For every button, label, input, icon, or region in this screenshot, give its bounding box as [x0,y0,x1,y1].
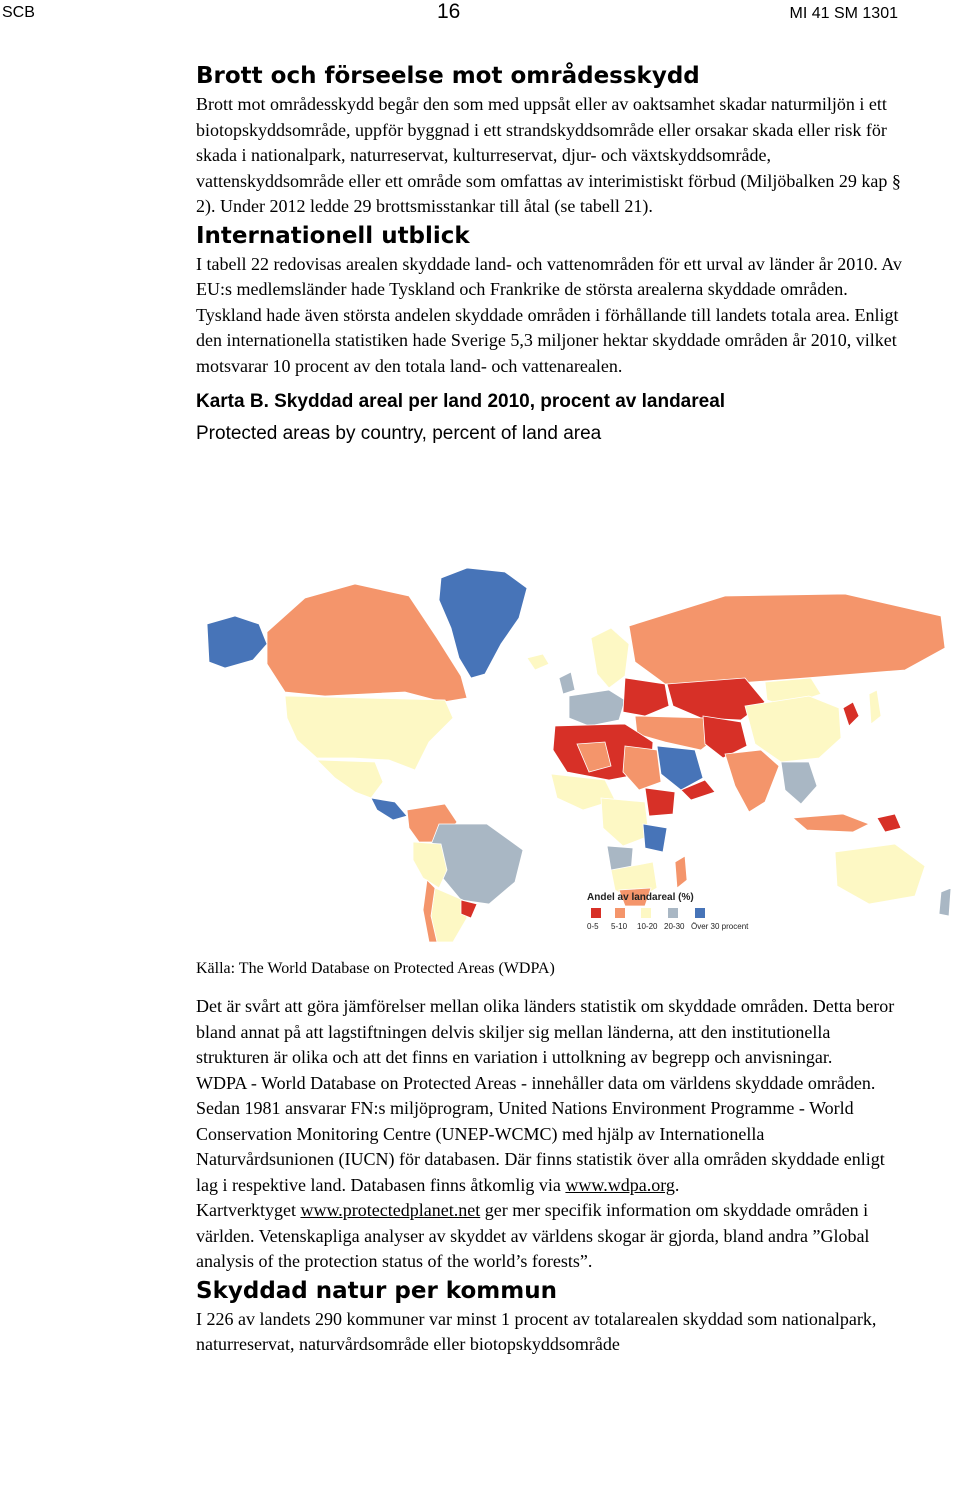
legend-label: 20-30 [664,922,685,931]
map-region-iceland [527,654,549,670]
protectedplanet-link[interactable]: www.protectedplanet.net [300,1200,481,1220]
legend-label: 0-5 [587,922,599,931]
legend-swatch [641,908,651,918]
legend-label: 10-20 [637,922,658,931]
map-region-ethiopia [645,788,675,816]
header-org: SCB [2,4,35,21]
paragraph-protectedplanet [196,1198,902,1275]
paragraph-protectedplanet-text: ger mer specifik information om skyddade områden i världen. Vetenskapliga analyser av skyddet av världens skogar är gjorda, bland andra ”Global analysis of the protection status of the world’s forests”. [196,1200,870,1271]
figure-subtitle: Protected areas by country, percent of land area [196,423,602,444]
legend-swatch [591,908,601,918]
paragraph-protectedplanet-start: Kartverktyget [196,1200,301,1220]
legend-swatch [695,908,705,918]
map-region-uk [559,672,575,694]
map-region-india [725,750,779,812]
section-body-kommun: I 226 av landets 290 kommuner var minst 1 procent av totalarealen skyddad som nationalpark, naturreservat, naturvårdsområde eller biotopskyddsområde [196,1308,877,1354]
paragraph-comparison: Det är svårt att göra jämförelser mellan olika länders statistik om skyddade områden. Detta beror bland annat på att lagstiftningen delvis skiljer sig mellan länderna, att den institutionella strukturen är olika och att det finns en variation i uttolkning av begrepp och anvisningar. [196,996,895,1067]
world-map [205,566,953,942]
map-legend [587,892,947,940]
report-id: MI 41 SM 1301 [789,5,898,22]
section-title-internationell: Internationell utblick [196,222,470,249]
map-region-east-europe [623,678,669,716]
map-region-png [877,814,901,832]
map-region-tanzania [643,824,667,852]
paragraph-wdpa-text: WDPA - World Database on Protected Areas - innehåller data om världens skyddade områden. Sedan 1981 ansvarar FN:s miljöprogram, United Nations Environment Programme - World Conservation Monitoring Centre (UNEP-WCMC) med hjälp av Internationella Naturvårdsunionen (IUCN) för databasen. Där finns statistik över alla områden skyddade enligt lag i respektive land. Databasen finns åtkomlig via [196,1072,885,1195]
map-region-japan [869,690,881,724]
legend-label: 5-10 [611,922,628,931]
world-map-svg [205,566,953,942]
map-region-peru [413,842,447,888]
map-region-afghanistan [703,716,747,758]
map-region-central-africa [601,798,649,846]
paragraph-wdpa-end: . [674,1174,680,1195]
map-region-russia [629,594,945,684]
section-title-kommun: Skyddad natur per kommun [196,1277,557,1304]
main-content-continued [196,994,902,1358]
wdpa-link[interactable]: www.wdpa.org [565,1174,675,1195]
main-content [196,60,902,447]
map-region-madagascar [675,856,687,888]
legend-label: Över 30 procent [691,922,749,931]
map-region-usa [285,696,453,770]
legend-title: Andel av landareal (%) [587,892,694,903]
legend-swatch [668,908,678,918]
legend-item-over-30 [691,908,771,938]
section-title-brott: Brott och förseelse mot områdesskydd [196,63,700,89]
map-region-central-america [371,798,407,820]
map-region-west-europe [569,690,625,726]
map-region-southeast-asia [781,762,817,804]
figure-title: Karta B. Skyddad areal per land 2010, procent av landareal [196,391,726,412]
legend-swatch [615,908,625,918]
map-region-uruguay [461,900,477,918]
map-region-scandinavia [591,628,629,688]
paragraph-wdpa [196,1071,902,1199]
page-header [0,2,960,24]
section-body-brott: Brott mot områdesskydd begår den som med uppsåt eller av oaktsamhet skadar naturmiljön i ett biotopskyddsområde, uppför byggnad i ett strandskyddsområde eller orsakar skada eller risk för skada i nationalpark, naturreservat, kulturreservat, djur- och växtskyddsområde, vattenskyddsområde eller ett område som omfattas av interimistiskt förbud (Miljöbalken 29 kap § 2). Under 2012 ledde 29 brottsmisstankar till åtal (se tabell 21). [196,94,901,216]
page-number: 16 [437,0,461,23]
map-region-canada [267,584,467,702]
map-region-mexico [317,760,383,798]
section-body-internationell: I tabell 22 redovisas arealen skyddade land- och vattenområden för ett urval av länder år 2010. Av EU:s medlemsländer hade Tyskland och Frankrike de största arealerna skyddade områden. Tyskland hade även största andelen skyddade områden i förhållande till landets totala area. Enligt den internationella statistiken hade Sverige 5,3 miljoner hektar skyddade områden år 2010, vilket motsvarar 10 procent av den totala land- och vattenarealen. [196,253,902,376]
map-region-korea [843,702,859,726]
figure-source: Källa: The World Database on Protected Areas (WDPA) [196,960,555,977]
map-region-alaska [207,616,267,668]
map-region-sudan [623,746,661,790]
map-region-indonesia [793,814,869,832]
